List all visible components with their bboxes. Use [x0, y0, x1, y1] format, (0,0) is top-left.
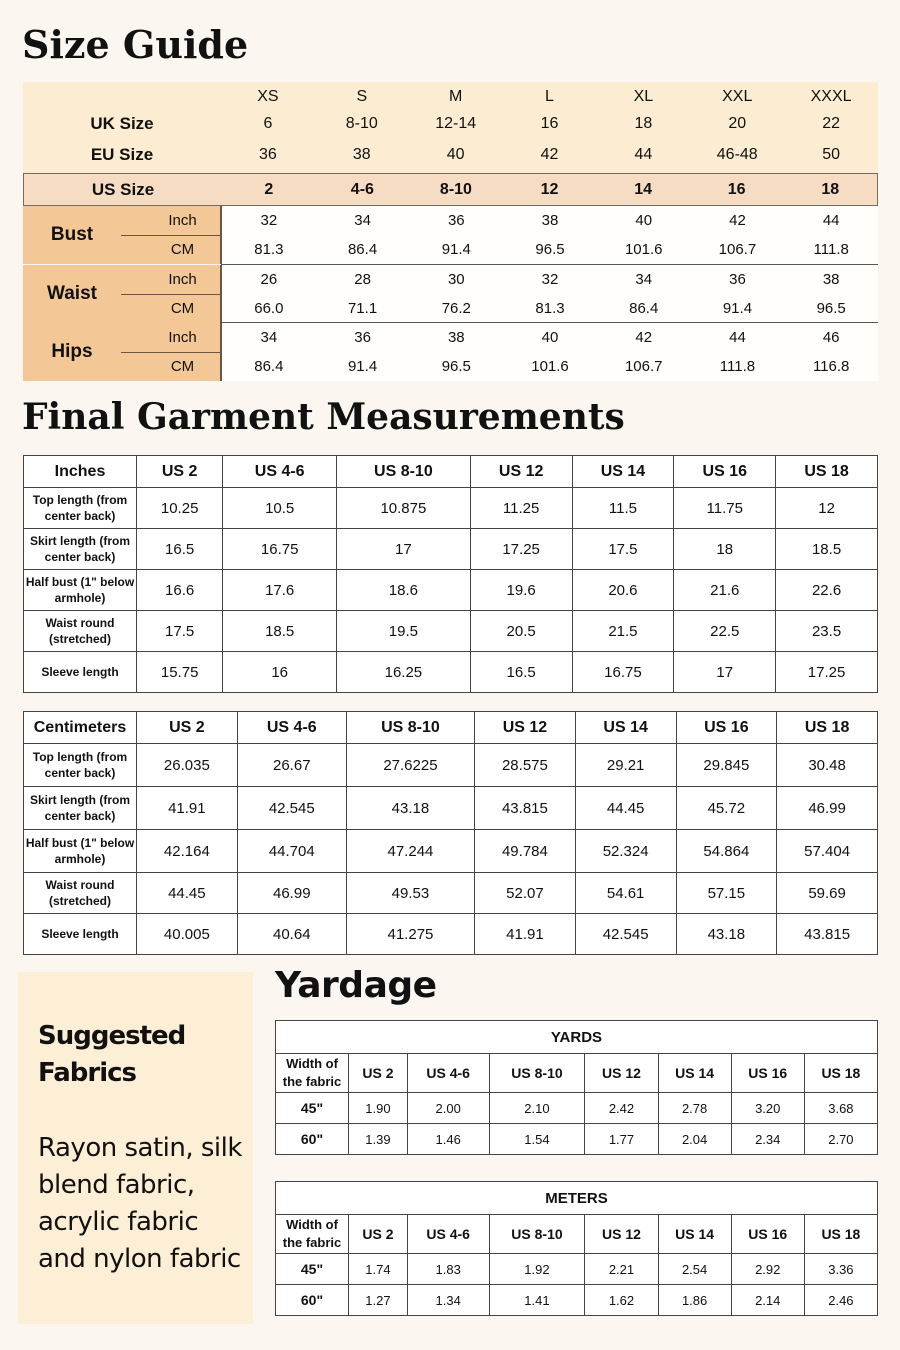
cell: 17	[674, 652, 776, 693]
cell: 2.92	[731, 1254, 804, 1285]
value: 28	[354, 271, 371, 288]
value: 36	[447, 212, 465, 229]
size-letter: XXXL	[810, 88, 852, 105]
cell: 11.25	[470, 488, 572, 529]
value: 91.4	[441, 241, 471, 258]
cell: 43.18	[346, 787, 474, 830]
cell: 1.34	[407, 1285, 489, 1316]
value: 116.8	[812, 358, 850, 375]
value: 38	[541, 212, 559, 229]
cell: 41.91	[475, 914, 576, 955]
us-size-value: 2	[264, 180, 274, 198]
hips-values	[222, 323, 878, 381]
row-label: 45"	[276, 1093, 349, 1124]
col-header: US 14	[658, 1054, 731, 1093]
col-header: US 12	[585, 1215, 658, 1254]
col-header: US 4-6	[407, 1215, 489, 1254]
uk-size-value: 22	[822, 115, 840, 132]
cell: 1.83	[407, 1254, 489, 1285]
cell: 23.5	[776, 611, 878, 652]
cell: 42.545	[237, 787, 346, 830]
value: 91.4	[722, 300, 753, 317]
meters-table	[275, 1181, 878, 1316]
value: 111.8	[719, 358, 756, 375]
cell: 17.6	[223, 570, 337, 611]
cell: 59.69	[777, 873, 878, 914]
col-header: US 4-6	[237, 712, 346, 744]
uk-size-row	[23, 110, 878, 138]
cell: 1.74	[349, 1254, 408, 1285]
eu-size-value: 42	[540, 146, 559, 163]
row-label: Half bust (1" below armhole)	[24, 830, 137, 873]
value: 26	[260, 271, 278, 288]
cell: 10.25	[137, 488, 223, 529]
cell: 1.46	[407, 1124, 489, 1155]
cell: 29.21	[575, 744, 676, 787]
cell: 42.164	[137, 830, 238, 873]
col-header: US 8-10	[346, 712, 474, 744]
cell: 17.25	[776, 652, 878, 693]
cell: 1.41	[489, 1285, 585, 1316]
yards-table	[275, 1020, 878, 1155]
cell: 29.845	[676, 744, 777, 787]
waist-label: Waist	[47, 283, 97, 304]
eu-size-value: 40	[446, 146, 465, 163]
value: 81.3	[254, 241, 284, 258]
col-header: US 14	[575, 712, 676, 744]
cell: 1.54	[489, 1124, 585, 1155]
cell: 2.00	[407, 1093, 489, 1124]
col-header: US 16	[731, 1215, 804, 1254]
eu-size-value: 38	[352, 146, 371, 163]
cell: 11.75	[674, 488, 776, 529]
cell: 19.5	[337, 611, 471, 652]
cell: 1.62	[585, 1285, 658, 1316]
cell: 18.5	[223, 611, 337, 652]
row-label: Skirt length (from center back)	[24, 529, 137, 570]
cell: 2.54	[658, 1254, 731, 1285]
value: 44	[822, 212, 840, 229]
size-letter: XL	[633, 88, 654, 105]
eu-size-value: 44	[634, 146, 653, 163]
col-header: US 14	[658, 1215, 731, 1254]
cell: 26.67	[237, 744, 346, 787]
cell: 52.07	[475, 873, 576, 914]
cm-label: CM	[170, 300, 195, 317]
col-header: US 16	[674, 456, 776, 488]
value: 36	[354, 329, 371, 346]
cell: 17	[337, 529, 471, 570]
value: 86.4	[254, 358, 284, 375]
eu-size-label: EU Size	[90, 145, 154, 164]
col-header: US 4-6	[407, 1054, 489, 1093]
cm-label: CM	[170, 241, 195, 258]
cell: 18.6	[337, 570, 471, 611]
size-letter: L	[545, 88, 554, 105]
col-header: US 8-10	[337, 456, 471, 488]
cell: 18	[674, 529, 776, 570]
us-size-value: 14	[634, 180, 652, 198]
cell: 2.42	[585, 1093, 658, 1124]
cell: 17.25	[470, 529, 572, 570]
col-header: US 12	[585, 1054, 658, 1093]
cell: 12	[776, 488, 878, 529]
cell: 22.5	[674, 611, 776, 652]
cell: 15.75	[137, 652, 223, 693]
eu-size-value: 36	[259, 146, 277, 163]
cell: 52.324	[575, 830, 676, 873]
cell: 42.545	[575, 914, 676, 955]
cell: 40.005	[137, 914, 238, 955]
cell: 16.75	[223, 529, 337, 570]
inch-label: Inch	[168, 271, 197, 288]
us-size-row	[23, 173, 878, 206]
cell: 1.39	[349, 1124, 408, 1155]
cell: 3.68	[804, 1093, 877, 1124]
cell: 57.15	[676, 873, 777, 914]
cell: 43.815	[475, 787, 576, 830]
uk-size-label: UK Size	[90, 114, 154, 133]
cell: 2.70	[804, 1124, 877, 1155]
inches-table	[23, 455, 878, 693]
uk-size-value: 12-14	[435, 115, 477, 132]
row-label: 60"	[276, 1124, 349, 1155]
us-size-value: 18	[821, 180, 840, 198]
cell: 43.18	[676, 914, 777, 955]
width-label: Width of the fabric	[276, 1054, 349, 1093]
value: 34	[260, 329, 278, 346]
cell: 54.61	[575, 873, 676, 914]
value: 40	[541, 329, 559, 346]
value: 96.5	[441, 358, 471, 375]
centimeters-corner: Centimeters	[24, 712, 137, 744]
col-header: US 18	[804, 1054, 877, 1093]
yardage-title: Yardage	[275, 965, 437, 1006]
cell: 40.64	[237, 914, 346, 955]
value: 30	[447, 271, 465, 288]
row-label: 60"	[276, 1285, 349, 1316]
size-letter: S	[356, 88, 368, 105]
inches-corner: Inches	[24, 456, 137, 488]
cell: 41.275	[346, 914, 474, 955]
cell: 20.6	[572, 570, 674, 611]
hips-inch-row	[222, 323, 878, 352]
cell: 47.244	[346, 830, 474, 873]
cell: 16.25	[337, 652, 471, 693]
value: 40	[635, 212, 653, 229]
value: 38	[447, 329, 465, 346]
cell: 26.035	[137, 744, 238, 787]
cell: 46.99	[777, 787, 878, 830]
uk-size-value: 8-10	[345, 115, 378, 132]
eu-size-value: 46-48	[716, 146, 758, 163]
row-label: Half bust (1" below armhole)	[24, 570, 137, 611]
cell: 54.864	[676, 830, 777, 873]
suggested-fabrics-body: Rayon satin, silk blend fabric, acrylic fabric and nylon fabric	[38, 1133, 242, 1274]
col-header: US 18	[777, 712, 878, 744]
waist-values	[222, 265, 878, 323]
us-size-label: US Size	[91, 179, 155, 199]
col-header: US 12	[475, 712, 576, 744]
us-size-value: 4-6	[350, 180, 374, 198]
cell: 19.6	[470, 570, 572, 611]
cell: 44.45	[575, 787, 676, 830]
cell: 1.92	[489, 1254, 585, 1285]
cell: 2.46	[804, 1285, 877, 1316]
value: 111.8	[813, 241, 849, 258]
col-header: US 14	[572, 456, 674, 488]
cell: 18.5	[776, 529, 878, 570]
cell: 22.6	[776, 570, 878, 611]
value: 44	[729, 329, 746, 346]
waist-inch-row	[222, 265, 878, 294]
suggested-fabrics-title: Suggested Fabrics	[38, 1021, 186, 1088]
value: 34	[354, 212, 371, 229]
yards-title: YARDS	[276, 1021, 878, 1054]
inch-label: Inch	[168, 212, 197, 229]
value: 42	[635, 329, 653, 346]
value: 32	[260, 212, 278, 229]
cell: 1.27	[349, 1285, 408, 1316]
cell: 21.5	[572, 611, 674, 652]
value: 42	[729, 212, 746, 229]
size-letter: XS	[257, 88, 279, 105]
uk-size-value: 18	[634, 115, 653, 132]
size-guide-table	[23, 82, 878, 380]
cell: 21.6	[674, 570, 776, 611]
col-header: US 12	[470, 456, 572, 488]
row-label: Skirt length (from center back)	[24, 787, 137, 830]
cell: 46.99	[237, 873, 346, 914]
cell: 2.78	[658, 1093, 731, 1124]
col-header: US 16	[731, 1054, 804, 1093]
cell: 3.20	[731, 1093, 804, 1124]
value: 71.1	[347, 300, 378, 317]
uk-size-value: 20	[728, 115, 747, 132]
value: 106.7	[718, 241, 757, 258]
cell: 28.575	[475, 744, 576, 787]
value: 86.4	[347, 241, 378, 258]
value: 106.7	[624, 358, 663, 375]
cell: 17.5	[137, 611, 223, 652]
row-label: Top length (from center back)	[24, 488, 137, 529]
cell: 11.5	[572, 488, 674, 529]
cell: 49.784	[475, 830, 576, 873]
col-header: US 8-10	[489, 1054, 585, 1093]
col-header: US 2	[349, 1054, 408, 1093]
eu-size-row	[23, 141, 878, 169]
value: 101.6	[531, 358, 569, 375]
inch-label: Inch	[168, 329, 197, 346]
bust-values	[222, 206, 878, 264]
cell: 17.5	[572, 529, 674, 570]
col-header: US 4-6	[223, 456, 337, 488]
cell: 45.72	[676, 787, 777, 830]
cell: 10.875	[337, 488, 471, 529]
value: 91.4	[347, 358, 378, 375]
uk-size-value: 6	[263, 115, 273, 132]
centimeters-table	[23, 711, 878, 955]
cell: 20.5	[470, 611, 572, 652]
bust-label-cell	[23, 206, 222, 264]
row-label: Waist round (stretched)	[24, 611, 137, 652]
hips-label: Hips	[51, 341, 93, 362]
value: 32	[541, 271, 559, 288]
value: 38	[822, 271, 840, 288]
bust-label: Bust	[50, 224, 94, 245]
size-letters-row	[23, 84, 878, 110]
cell: 44.704	[237, 830, 346, 873]
cell: 57.404	[777, 830, 878, 873]
value: 86.4	[629, 300, 659, 317]
cell: 30.48	[777, 744, 878, 787]
value: 46	[822, 329, 840, 346]
meters-title: METERS	[276, 1182, 878, 1215]
waist-block	[23, 265, 878, 323]
suggested-fabrics-panel	[18, 972, 253, 1324]
cell: 16.5	[470, 652, 572, 693]
cell: 2.34	[731, 1124, 804, 1155]
cell: 41.91	[137, 787, 238, 830]
cell: 1.77	[585, 1124, 658, 1155]
us-size-value: 8-10	[439, 180, 472, 198]
cell: 16.75	[572, 652, 674, 693]
row-label: 45"	[276, 1254, 349, 1285]
value: 101.6	[624, 241, 663, 258]
hips-block	[23, 323, 878, 381]
hips-cm-row	[222, 352, 878, 381]
row-label: Top length (from center back)	[24, 744, 137, 787]
cell: 44.45	[137, 873, 238, 914]
cell: 43.815	[777, 914, 878, 955]
bust-cm-row	[222, 235, 878, 264]
size-letter: M	[448, 88, 463, 105]
us-size-value: 16	[727, 180, 746, 198]
width-label: Width of the fabric	[276, 1215, 349, 1254]
cm-label: CM	[170, 358, 195, 375]
col-header: US 2	[137, 712, 238, 744]
cell: 3.36	[804, 1254, 877, 1285]
cell: 2.14	[731, 1285, 804, 1316]
cell: 49.53	[346, 873, 474, 914]
value: 96.5	[816, 300, 846, 317]
bust-inch-row	[222, 206, 878, 235]
cell: 16.6	[137, 570, 223, 611]
col-header: US 16	[676, 712, 777, 744]
value: 81.3	[535, 300, 565, 317]
col-header: US 8-10	[489, 1215, 585, 1254]
cell: 2.21	[585, 1254, 658, 1285]
final-garment-title: Final Garment Measurements	[22, 396, 625, 438]
col-header: US 18	[804, 1215, 877, 1254]
size-guide-title: Size Guide	[22, 22, 249, 67]
hips-label-cell	[23, 323, 222, 381]
cell: 2.10	[489, 1093, 585, 1124]
value: 34	[635, 271, 653, 288]
cell: 16	[223, 652, 337, 693]
row-label: Waist round (stretched)	[24, 873, 137, 914]
bust-block	[23, 206, 878, 264]
row-label: Sleeve length	[24, 914, 137, 955]
value: 36	[729, 271, 746, 288]
uk-size-value: 16	[540, 115, 559, 132]
cell: 16.5	[137, 529, 223, 570]
cell: 2.04	[658, 1124, 731, 1155]
cell: 1.86	[658, 1285, 731, 1316]
cell: 1.90	[349, 1093, 408, 1124]
us-size-value: 12	[540, 180, 559, 198]
waist-label-cell	[23, 265, 222, 323]
cell: 27.6225	[346, 744, 474, 787]
value: 76.2	[441, 300, 471, 317]
col-header: US 2	[349, 1215, 408, 1254]
row-label: Sleeve length	[24, 652, 137, 693]
waist-cm-row	[222, 294, 878, 323]
value: 96.5	[535, 241, 565, 258]
col-header: US 18	[776, 456, 878, 488]
eu-size-value: 50	[822, 146, 840, 163]
cell: 10.5	[223, 488, 337, 529]
value: 66.0	[254, 300, 284, 317]
size-letter: XXL	[722, 88, 753, 105]
col-header: US 2	[137, 456, 223, 488]
